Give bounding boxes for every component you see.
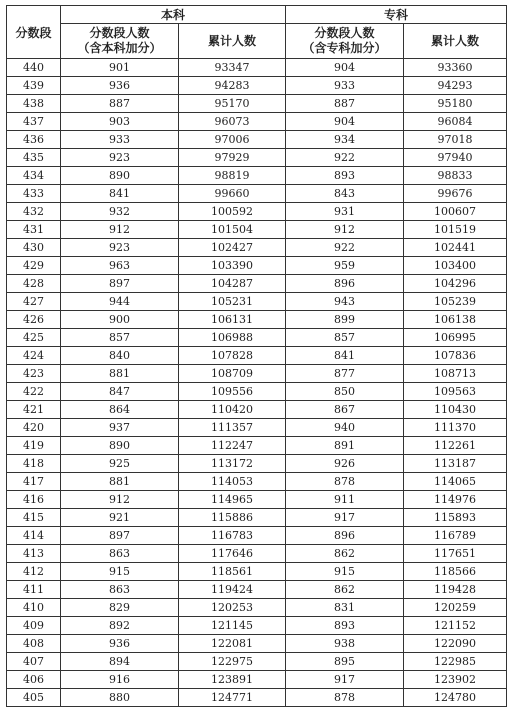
cell-zhuanke-count: 893	[286, 617, 404, 635]
cell-benke-cumulative: 112247	[179, 437, 286, 455]
cell-score: 416	[7, 491, 61, 509]
cell-score: 414	[7, 527, 61, 545]
cell-score: 435	[7, 149, 61, 167]
cell-score: 434	[7, 167, 61, 185]
cell-benke-cumulative: 100592	[179, 203, 286, 221]
cell-zhuanke-cumulative: 110430	[404, 401, 507, 419]
cell-zhuanke-count: 896	[286, 275, 404, 293]
cell-zhuanke-cumulative: 124780	[404, 689, 507, 707]
cell-benke-count: 863	[61, 545, 179, 563]
table-row	[7, 635, 507, 653]
cell-benke-cumulative: 114965	[179, 491, 286, 509]
cell-benke-cumulative: 118561	[179, 563, 286, 581]
cell-benke-cumulative: 101504	[179, 221, 286, 239]
cell-zhuanke-count: 940	[286, 419, 404, 437]
cell-benke-cumulative: 106988	[179, 329, 286, 347]
cell-benke-count: 890	[61, 437, 179, 455]
cell-benke-count: 840	[61, 347, 179, 365]
cell-benke-cumulative: 105231	[179, 293, 286, 311]
header-row-columns	[7, 24, 507, 59]
table-row	[7, 59, 507, 77]
table-row	[7, 581, 507, 599]
cell-benke-cumulative: 108709	[179, 365, 286, 383]
cell-zhuanke-count: 934	[286, 131, 404, 149]
table-row	[7, 257, 507, 275]
table-row	[7, 653, 507, 671]
cell-zhuanke-count: 959	[286, 257, 404, 275]
cell-zhuanke-cumulative: 121152	[404, 617, 507, 635]
header-zhuanke-count-line2: （含专科加分）	[302, 41, 387, 55]
table-row	[7, 455, 507, 473]
cell-benke-count: 901	[61, 59, 179, 77]
score-distribution-table	[6, 5, 507, 707]
cell-zhuanke-cumulative: 113187	[404, 455, 507, 473]
cell-zhuanke-count: 933	[286, 77, 404, 95]
header-zhuanke-cumulative: 累计人数	[404, 24, 507, 59]
header-benke-count-line1: 分数段人数	[89, 26, 150, 40]
cell-benke-count: 933	[61, 131, 179, 149]
cell-zhuanke-count: 922	[286, 149, 404, 167]
cell-zhuanke-cumulative: 109563	[404, 383, 507, 401]
cell-zhuanke-count: 891	[286, 437, 404, 455]
cell-score: 419	[7, 437, 61, 455]
cell-score: 436	[7, 131, 61, 149]
table-row	[7, 527, 507, 545]
cell-zhuanke-count: 878	[286, 473, 404, 491]
cell-zhuanke-cumulative: 106138	[404, 311, 507, 329]
cell-benke-cumulative: 124771	[179, 689, 286, 707]
cell-zhuanke-count: 877	[286, 365, 404, 383]
cell-zhuanke-cumulative: 123902	[404, 671, 507, 689]
cell-score: 424	[7, 347, 61, 365]
cell-score: 430	[7, 239, 61, 257]
cell-benke-cumulative: 119424	[179, 581, 286, 599]
table-body	[7, 59, 507, 707]
cell-score: 405	[7, 689, 61, 707]
cell-zhuanke-cumulative: 99676	[404, 185, 507, 203]
table-row	[7, 185, 507, 203]
table-row	[7, 491, 507, 509]
cell-zhuanke-cumulative: 102441	[404, 239, 507, 257]
cell-zhuanke-cumulative: 112261	[404, 437, 507, 455]
cell-zhuanke-count: 831	[286, 599, 404, 617]
cell-benke-count: 890	[61, 167, 179, 185]
table-row	[7, 293, 507, 311]
cell-score: 420	[7, 419, 61, 437]
cell-benke-cumulative: 111357	[179, 419, 286, 437]
cell-zhuanke-cumulative: 104296	[404, 275, 507, 293]
cell-score: 429	[7, 257, 61, 275]
cell-zhuanke-cumulative: 95180	[404, 95, 507, 113]
cell-zhuanke-cumulative: 93360	[404, 59, 507, 77]
cell-zhuanke-count: 926	[286, 455, 404, 473]
cell-score: 408	[7, 635, 61, 653]
cell-zhuanke-count: 904	[286, 59, 404, 77]
cell-score: 417	[7, 473, 61, 491]
cell-benke-count: 897	[61, 527, 179, 545]
cell-benke-cumulative: 109556	[179, 383, 286, 401]
cell-zhuanke-count: 867	[286, 401, 404, 419]
header-zhuanke-count-line1: 分数段人数	[314, 26, 375, 40]
cell-benke-cumulative: 104287	[179, 275, 286, 293]
table-row	[7, 221, 507, 239]
cell-benke-cumulative: 96073	[179, 113, 286, 131]
cell-benke-count: 900	[61, 311, 179, 329]
cell-zhuanke-cumulative: 114065	[404, 473, 507, 491]
cell-zhuanke-count: 878	[286, 689, 404, 707]
cell-zhuanke-count: 917	[286, 509, 404, 527]
cell-score: 410	[7, 599, 61, 617]
cell-score: 438	[7, 95, 61, 113]
cell-zhuanke-count: 857	[286, 329, 404, 347]
cell-benke-count: 841	[61, 185, 179, 203]
cell-benke-count: 897	[61, 275, 179, 293]
cell-benke-cumulative: 123891	[179, 671, 286, 689]
cell-score: 421	[7, 401, 61, 419]
cell-benke-count: 903	[61, 113, 179, 131]
cell-benke-cumulative: 115886	[179, 509, 286, 527]
table-row	[7, 203, 507, 221]
header-benke-count	[61, 24, 179, 59]
cell-benke-count: 937	[61, 419, 179, 437]
header-benke-count-line2: （含本科加分）	[77, 41, 162, 55]
table-row	[7, 95, 507, 113]
cell-zhuanke-cumulative: 106995	[404, 329, 507, 347]
cell-benke-count: 894	[61, 653, 179, 671]
cell-zhuanke-cumulative: 122985	[404, 653, 507, 671]
header-score: 分数段	[7, 6, 61, 59]
cell-zhuanke-count: 895	[286, 653, 404, 671]
cell-score: 431	[7, 221, 61, 239]
cell-score: 428	[7, 275, 61, 293]
cell-score: 425	[7, 329, 61, 347]
cell-benke-count: 923	[61, 239, 179, 257]
cell-benke-count: 881	[61, 473, 179, 491]
cell-benke-count: 864	[61, 401, 179, 419]
cell-zhuanke-cumulative: 120259	[404, 599, 507, 617]
table-row	[7, 671, 507, 689]
cell-benke-cumulative: 122081	[179, 635, 286, 653]
score-distribution-table-container	[6, 5, 507, 707]
cell-score: 427	[7, 293, 61, 311]
cell-score: 406	[7, 671, 61, 689]
cell-benke-count: 921	[61, 509, 179, 527]
cell-zhuanke-count: 899	[286, 311, 404, 329]
cell-zhuanke-count: 931	[286, 203, 404, 221]
cell-benke-count: 916	[61, 671, 179, 689]
cell-zhuanke-count: 943	[286, 293, 404, 311]
cell-benke-count: 829	[61, 599, 179, 617]
cell-score: 422	[7, 383, 61, 401]
cell-zhuanke-cumulative: 111370	[404, 419, 507, 437]
cell-benke-cumulative: 122975	[179, 653, 286, 671]
cell-zhuanke-cumulative: 122090	[404, 635, 507, 653]
cell-zhuanke-count: 912	[286, 221, 404, 239]
table-row	[7, 383, 507, 401]
cell-zhuanke-cumulative: 116789	[404, 527, 507, 545]
cell-benke-count: 944	[61, 293, 179, 311]
cell-benke-cumulative: 94283	[179, 77, 286, 95]
cell-zhuanke-cumulative: 117651	[404, 545, 507, 563]
cell-score: 413	[7, 545, 61, 563]
table-row	[7, 113, 507, 131]
table-row	[7, 131, 507, 149]
table-row	[7, 347, 507, 365]
cell-score: 407	[7, 653, 61, 671]
table-row	[7, 275, 507, 293]
cell-zhuanke-cumulative: 105239	[404, 293, 507, 311]
cell-zhuanke-cumulative: 103400	[404, 257, 507, 275]
cell-zhuanke-count: 922	[286, 239, 404, 257]
table-row	[7, 365, 507, 383]
cell-zhuanke-cumulative: 114976	[404, 491, 507, 509]
cell-score: 440	[7, 59, 61, 77]
cell-zhuanke-cumulative: 119428	[404, 581, 507, 599]
cell-benke-count: 847	[61, 383, 179, 401]
cell-zhuanke-cumulative: 98833	[404, 167, 507, 185]
cell-zhuanke-count: 915	[286, 563, 404, 581]
cell-benke-cumulative: 116783	[179, 527, 286, 545]
cell-benke-count: 892	[61, 617, 179, 635]
cell-benke-count: 881	[61, 365, 179, 383]
cell-benke-count: 936	[61, 77, 179, 95]
cell-zhuanke-count: 893	[286, 167, 404, 185]
cell-score: 437	[7, 113, 61, 131]
cell-score: 409	[7, 617, 61, 635]
cell-benke-cumulative: 97929	[179, 149, 286, 167]
table-row	[7, 509, 507, 527]
cell-score: 415	[7, 509, 61, 527]
cell-benke-cumulative: 121145	[179, 617, 286, 635]
cell-benke-count: 915	[61, 563, 179, 581]
cell-benke-count: 925	[61, 455, 179, 473]
table-row	[7, 401, 507, 419]
cell-zhuanke-count: 917	[286, 671, 404, 689]
cell-zhuanke-cumulative: 94293	[404, 77, 507, 95]
cell-benke-count: 932	[61, 203, 179, 221]
header-row-group	[7, 6, 507, 24]
table-row	[7, 617, 507, 635]
cell-score: 439	[7, 77, 61, 95]
cell-benke-count: 963	[61, 257, 179, 275]
header-group-benke: 本科	[61, 6, 286, 24]
cell-zhuanke-count: 862	[286, 545, 404, 563]
cell-benke-cumulative: 113172	[179, 455, 286, 473]
cell-zhuanke-count: 938	[286, 635, 404, 653]
cell-benke-cumulative: 99660	[179, 185, 286, 203]
cell-benke-cumulative: 93347	[179, 59, 286, 77]
cell-benke-count: 863	[61, 581, 179, 599]
cell-score: 432	[7, 203, 61, 221]
cell-zhuanke-count: 904	[286, 113, 404, 131]
cell-zhuanke-cumulative: 107836	[404, 347, 507, 365]
cell-zhuanke-cumulative: 115893	[404, 509, 507, 527]
table-row	[7, 311, 507, 329]
cell-benke-count: 912	[61, 491, 179, 509]
table-row	[7, 239, 507, 257]
table-row	[7, 167, 507, 185]
cell-benke-cumulative: 110420	[179, 401, 286, 419]
cell-zhuanke-count: 896	[286, 527, 404, 545]
cell-benke-cumulative: 103390	[179, 257, 286, 275]
header-group-zhuanke: 专科	[286, 6, 507, 24]
cell-score: 426	[7, 311, 61, 329]
cell-benke-count: 923	[61, 149, 179, 167]
cell-score: 433	[7, 185, 61, 203]
cell-benke-cumulative: 114053	[179, 473, 286, 491]
header-benke-cumulative: 累计人数	[179, 24, 286, 59]
cell-score: 418	[7, 455, 61, 473]
cell-benke-cumulative: 102427	[179, 239, 286, 257]
table-row	[7, 473, 507, 491]
cell-zhuanke-cumulative: 118566	[404, 563, 507, 581]
table-row	[7, 599, 507, 617]
cell-zhuanke-cumulative: 100607	[404, 203, 507, 221]
cell-zhuanke-cumulative: 97940	[404, 149, 507, 167]
cell-score: 423	[7, 365, 61, 383]
cell-benke-cumulative: 117646	[179, 545, 286, 563]
cell-zhuanke-cumulative: 101519	[404, 221, 507, 239]
cell-zhuanke-count: 843	[286, 185, 404, 203]
table-row	[7, 329, 507, 347]
cell-score: 412	[7, 563, 61, 581]
cell-zhuanke-cumulative: 108713	[404, 365, 507, 383]
cell-score: 411	[7, 581, 61, 599]
table-row	[7, 149, 507, 167]
cell-benke-count: 887	[61, 95, 179, 113]
cell-benke-cumulative: 107828	[179, 347, 286, 365]
table-row	[7, 545, 507, 563]
cell-zhuanke-cumulative: 96084	[404, 113, 507, 131]
table-row	[7, 689, 507, 707]
cell-benke-cumulative: 120253	[179, 599, 286, 617]
cell-benke-cumulative: 97006	[179, 131, 286, 149]
header-zhuanke-count	[286, 24, 404, 59]
cell-benke-cumulative: 98819	[179, 167, 286, 185]
table-row	[7, 77, 507, 95]
cell-benke-count: 912	[61, 221, 179, 239]
cell-benke-cumulative: 95170	[179, 95, 286, 113]
cell-benke-cumulative: 106131	[179, 311, 286, 329]
table-row	[7, 563, 507, 581]
cell-zhuanke-count: 911	[286, 491, 404, 509]
cell-benke-count: 936	[61, 635, 179, 653]
cell-zhuanke-count: 850	[286, 383, 404, 401]
table-row	[7, 419, 507, 437]
cell-benke-count: 880	[61, 689, 179, 707]
cell-zhuanke-count: 862	[286, 581, 404, 599]
cell-zhuanke-count: 887	[286, 95, 404, 113]
cell-zhuanke-count: 841	[286, 347, 404, 365]
cell-benke-count: 857	[61, 329, 179, 347]
cell-zhuanke-cumulative: 97018	[404, 131, 507, 149]
table-row	[7, 437, 507, 455]
